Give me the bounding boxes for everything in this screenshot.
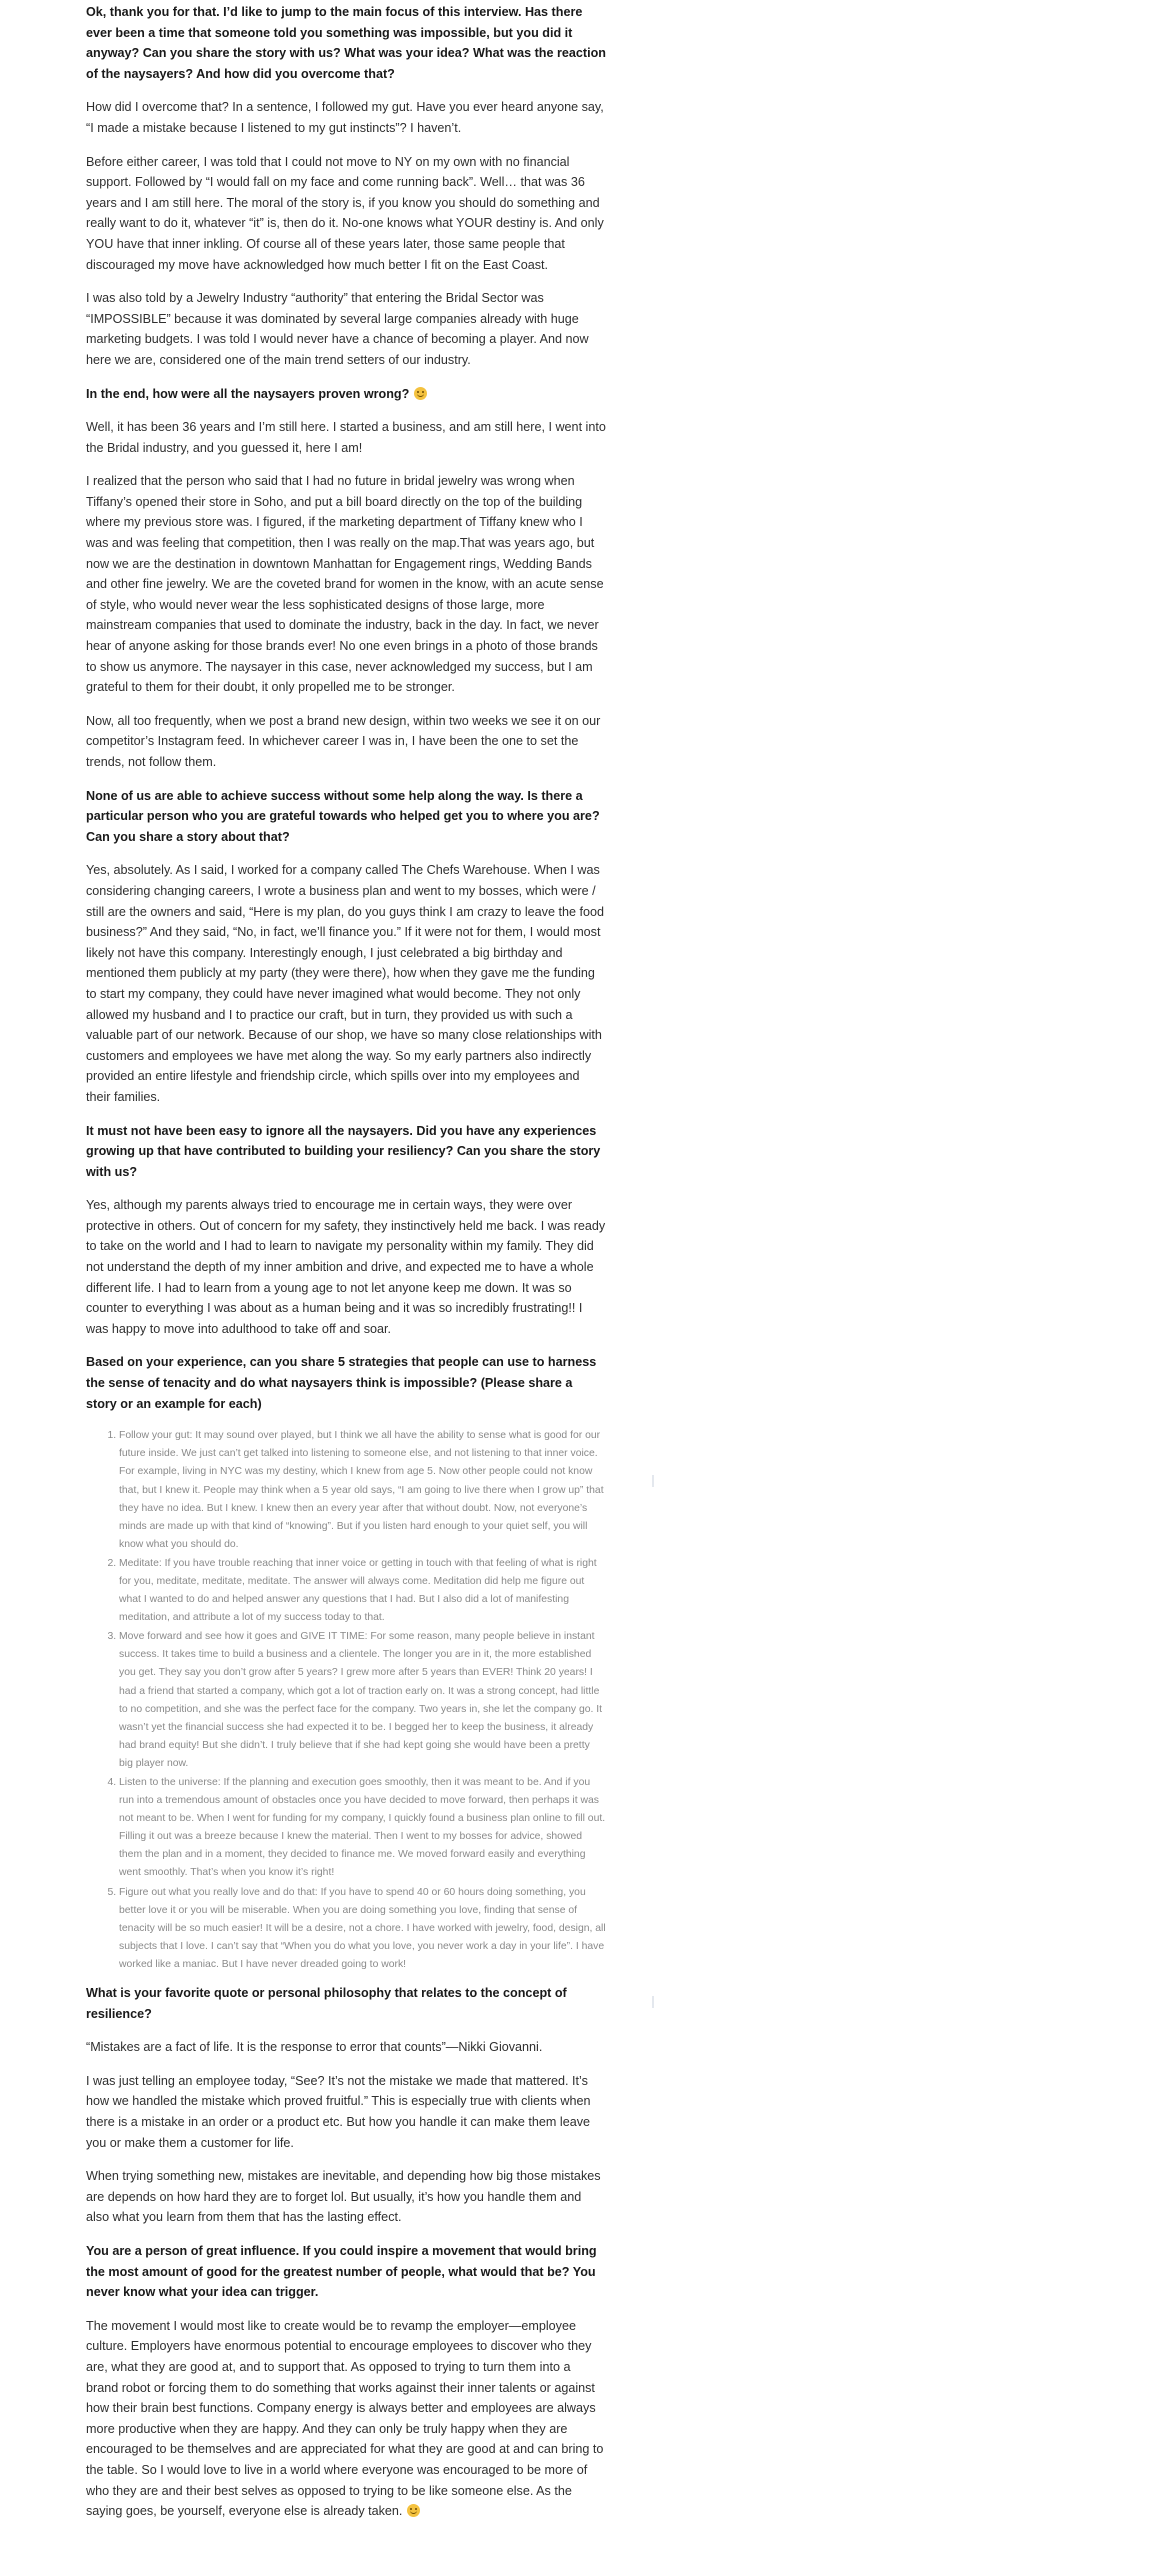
paragraph-text: Yes, absolutely. As I said, I worked for a company called The Chefs Warehouse. When I was considering changing careers, I wrote a business plan and went to my bosses, which were / still are the owners and said, “Here is my plan, do you guys think I am crazy to leave the food business?” And they said, “No, in fact, we’ll finance you.” If it were not for them, I would most likely not have this company. Interestingly enough, I just celebrated a big birthday and mentioned them publicly at my party (they were there), how when they gave me the funding to start my company, they could have never imagined what would become. They not only allowed my husband and I to practice our craft, but in turn, they provided us with such a valuable part of our network. Because of our shop, we have so many close relationships with customers and employees we have met along the way. So my early partners also indirectly provided an entire lifestyle and friendship circle, which spills over into my employees and their families. <box>86 863 604 1104</box>
interview-answer <box>86 711 606 773</box>
interview-question <box>86 2 606 84</box>
interview-answer <box>86 2071 606 2153</box>
paragraph-text: “Mistakes are a fact of life. It is the response to error that counts”—Nikki Giovanni. <box>86 2040 543 2055</box>
paragraph-text: The movement I would most like to create would be to revamp the employer—employee culture. Employers have enormous potential to encourage employees to discover who they are, what they are good at, and to support that. As opposed to trying to turn them into a brand robot or forcing them to do something that works against their inner talents or against how their brain best functions. Company energy is always better and employees are always more productive when they are happy. And they can only be truly happy when they are encouraged to be themselves and are appreciated for what they are good at and can bring to the table. So I would love to live in a world where everyone was encouraged to be more of who they are and their best selves as opposed to trying to be like someone else. As the saying goes, be yourself, everyone else is already taken. <box>86 2318 604 2519</box>
interview-question <box>86 384 606 405</box>
interview-question <box>86 786 606 848</box>
interview-question <box>86 2241 606 2303</box>
interview-answer <box>86 1195 606 1339</box>
paragraph-text: None of us are able to achieve success without some help along the way. Is there a particular person who you are grateful towards who helped get you to where you are? Can you share a story about that? <box>86 788 600 844</box>
paragraph-text: When trying something new, mistakes are inevitable, and depending how big those mistakes are depends on how hard they are to forget lol. But usually, it’s how you handle them and also what you learn from them that has the lasting effect. <box>86 2169 601 2225</box>
paragraph-text: I was just telling an employee today, “See? It’s not the mistake we made that mattered. It’s how we handled the mistake which proved fruitful.” This is especially true with clients when there is a mistake in an order or a product etc. But how you handle it can make them leave you or make them a customer for life. <box>86 2073 591 2150</box>
paragraph-text: Before either career, I was told that I could not move to NY on my own with no financial support. Followed by “I would fall on my face and come running back”. Well… that was 36 years and I am still here. The moral of the story is, if you know you should do something and really want to do it, whatever “it” is, then do it. No-one knows what YOUR destiny is. And only YOU have that inner inkling. Of course all of these years later, those same people that discouraged my move have acknowledged how much better I fit on the East Coast. <box>86 154 604 272</box>
paragraph-text: In the end, how were all the naysayers proven wrong? <box>86 386 410 401</box>
interview-answer <box>86 417 606 458</box>
smiley-emoji-icon <box>414 387 427 400</box>
paragraph-text: I was also told by a Jewelry Industry “authority” that entering the Bridal Sector was “IMPOSSIBLE” because it was dominated by several large companies already with huge marketing budgets. I was told I would never have a chance of becoming a player. And now here we are, considered one of the main trend setters of our industry. <box>86 291 589 367</box>
paragraph-text: You are a person of great influence. If you could inspire a movement that would bring the most amount of good for the greatest number of people, what would that be? You never know what your idea can trigger. <box>86 2243 597 2300</box>
interview-answer <box>86 152 606 276</box>
interview-answer <box>86 860 606 1107</box>
list-edge-marker <box>652 1475 654 1487</box>
strategy-item: 2. Meditate: If you have trouble reaching that inner voice or getting in touch with that feeling of what is right for you, meditate, meditate, meditate. The answer will always come. Meditation did help me figure out what I wanted to do and helped answer any questions that I had. But I also did a lot of manifesting meditation, and attribute a lot of my success today to that. <box>119 1555 606 1627</box>
interview-answer <box>86 2166 606 2228</box>
interview-question <box>86 1352 606 1414</box>
paragraph-text: Yes, although my parents always tried to encourage me in certain ways, they were over protective in others. Out of concern for my safety, they instinctively held me back. I was ready to take on the world and I had to learn to navigate my personality within my family. They did not understand the depth of my inner ambition and drive, and expected me to have a whole different life. I had to learn from a young age to not let anyone keep me down. It was so counter to everything I was about as a human being and it was so incredibly frustrating!! I was happy to move into adulthood to take off and soar. <box>86 1198 606 1336</box>
paragraph-text: It must not have been easy to ignore all the naysayers. Did you have any experiences growing up that have contributed to building your resiliency? Can you share the story with us? <box>86 1123 601 1179</box>
strategy-item: 5. Figure out what you really love and do that: If you have to spend 40 or 60 hours doing something, you better love it or you will be miserable. When you are doing something you love, finding that sense of tenacity will be so much easier! It will be a desire, not a chore. I have worked with jewelry, food, design, all subjects that I love. I can’t say that “When you do what you love, you never work a day in your life”. I have worked like a maniac. But I have never dreaded going to work! <box>119 1884 606 1974</box>
paragraph-text: Ok, thank you for that. I’d like to jump to the main focus of this interview. Has there ever been a time that someone told you something was impossible, but you did it anyway? Can you share the story with us? What was your idea? What was the reaction of the naysayers? And how did you overcome that? <box>86 5 606 81</box>
paragraph-text: What is your favorite quote or personal philosophy that relates to the concept of resilience? <box>86 1986 567 2021</box>
paragraph-text: Now, all too frequently, when we post a brand new design, within two weeks we see it on our competitor’s Instagram feed. In whichever career I was in, I have been the one to set the trends, not follow them. <box>86 713 601 769</box>
paragraph-text: Based on your experience, can you share 5 strategies that people can use to harness the sense of tenacity and do what naysayers think is impossible? (Please share a story or an example for each) <box>86 1355 597 1411</box>
paragraph-text: How did I overcome that? In a sentence, I followed my gut. Have you ever heard anyone say, “I made a mistake because I listened to my gut instincts”? I haven’t. <box>86 100 604 135</box>
interview-question <box>86 1121 606 1183</box>
strategy-item: 1. Follow your gut: It may sound over played, but I think we all have the ability to sense what is good for our future inside. We just can’t get talked into listening to someone else, and not listening to that inner voice. For example, living in NYC was my destiny, which I knew from age 5. Now other people could not know that, but I knew it. People may think when a 5 year old says, “I am going to live there when I grow up” that they have no idea. But I knew. I knew then an every year after that without doubt. Now, not everyone’s minds are made up with that kind of “knowing”. But if you listen hard enough to your quiet self, you will know what you should do. <box>119 1427 606 1554</box>
interview-answer <box>86 2037 606 2058</box>
interview-question <box>86 1983 606 2024</box>
paragraph-text: Well, it has been 36 years and I’m still here. I started a business, and am still here, I went into the Bridal industry, and you guessed it, here I am! <box>86 420 606 455</box>
interview-answer <box>86 288 606 370</box>
strategy-item: 4. Listen to the universe: If the planning and execution goes smoothly, then it was meant to be. And if you run into a tremendous amount of obstacles once you have decided to move forward, then perhaps it was not meant to be. When I went for funding for my company, I quickly found a business plan online to fill out. Filling it out was a breeze because I knew the material. Then I went to my bosses for advice, showed them the plan and in a moment, they decided to finance me. We moved forward easily and everything went smoothly. That’s when you know it’s right! <box>119 1774 606 1883</box>
paragraph-text: I realized that the person who said that I had no future in bridal jewelry was wrong when Tiffany’s opened their store in Soho, and put a bill board directly on the top of the building where my previous store was. I figured, if the marketing department of Tiffany knew who I was and was feeling that competition, then I was really on the map.That was years ago, but now we are the destination in downtown Manhattan for Engagement rings, Wedding Bands and other fine jewelry. We are the coveted brand for women in the know, with an acute sense of style, who would never wear the less sophisticated designs of those large, more mainstream companies that used to dominate the industry, back in the day. In fact, we never hear of anyone asking for those brands ever! No one even brings in a photo of those brands to show us anymore. The naysayer in this case, never acknowledged my success, but I am grateful to them for their doubt, it only propelled me to be stronger. <box>86 474 604 695</box>
list-edge-marker <box>652 1996 654 2008</box>
interview-answer <box>86 97 606 138</box>
strategies-list <box>86 1427 606 1974</box>
interview-answer <box>86 2316 606 2522</box>
smiley-emoji-icon <box>407 2504 420 2517</box>
strategy-item: 3. Move forward and see how it goes and GIVE IT TIME: For some reason, many people believe in instant success. It takes time to build a business and a clientele. The longer you are in it, the more established you get. They say you don’t grow after 5 years? I grew more after 5 years than EVER! Think 20 years! I had a friend that started a company, which got a lot of traction early on. It was a strong concept, had little to no competition, and she was the perfect face for the company. Two years in, she let the company go. It wasn’t yet the financial success she had expected it to be. I begged her to keep the business, it already had brand equity! But she didn’t. I truly believe that if she had kept going she would have been a pretty big player now. <box>119 1628 606 1773</box>
interview-answer <box>86 471 606 698</box>
interview-article <box>86 2 606 2535</box>
